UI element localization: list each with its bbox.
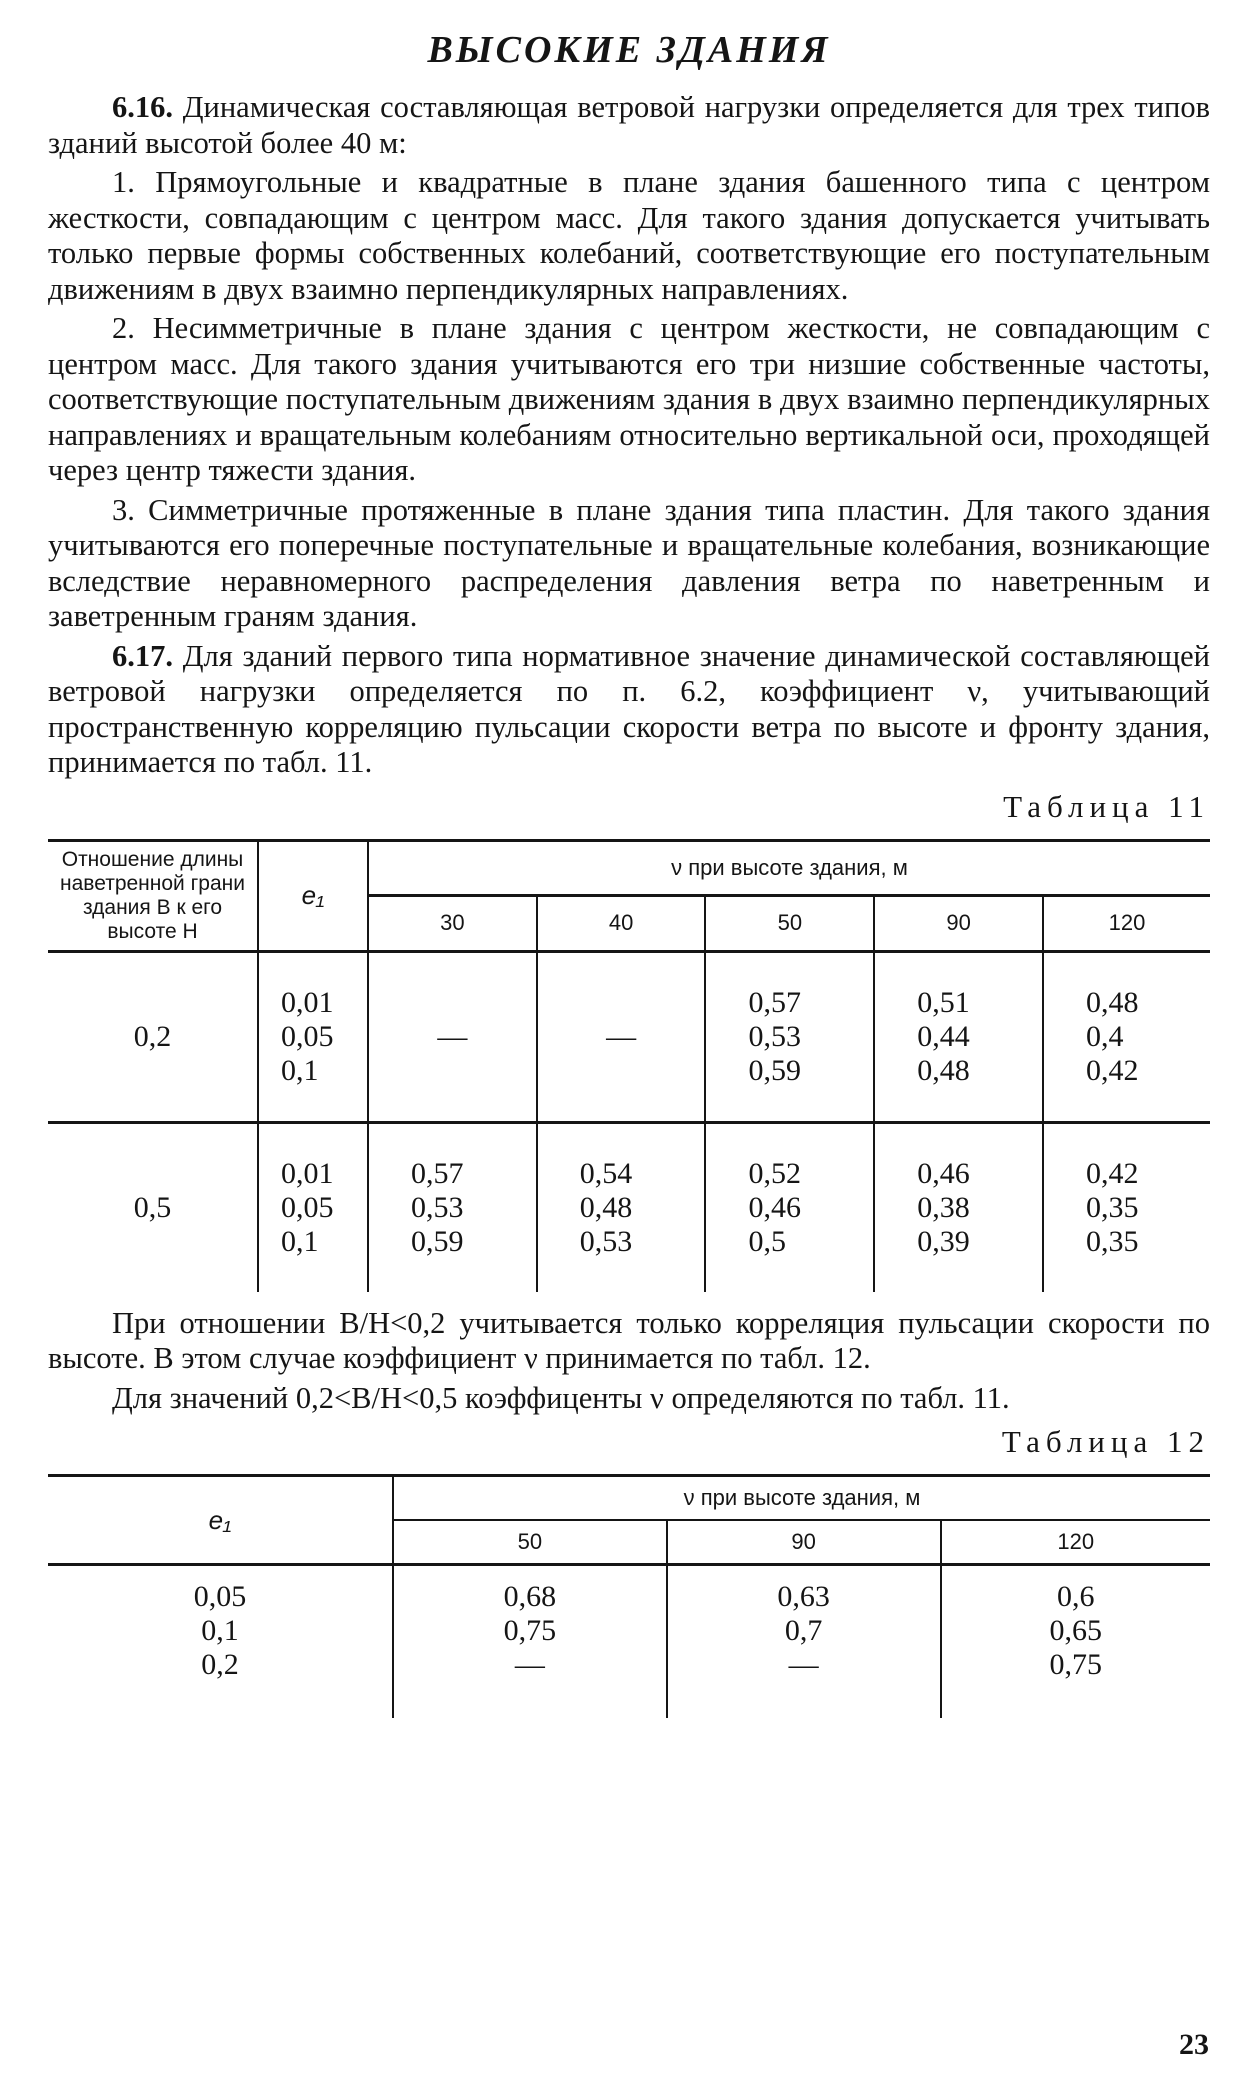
table-header-row (48, 1476, 1210, 1521)
header-height: 40 (537, 896, 706, 952)
paragraph-range-note: Для значений 0,2<B/H<0,5 коэффиценты ν определяются по табл. 11. (112, 1380, 1010, 1415)
list-item-2: 2. Несимметричные в плане здания с центром жесткости, не совпадающим с центром масс. Для такого здания учитываются его три низшие собственные частоты, соответствующие поступательным движениям здания в двух взаимно перпендикулярных направлениях и вращательным колебаниям относительно вертикальной оси, проходящей через центр тяжести здания. (48, 311, 1210, 487)
header-e1: e₁ (258, 840, 368, 951)
table-12 (48, 1474, 1210, 1718)
value-cell: 0,46 0,38 0,39 (874, 1122, 1043, 1292)
header-height: 90 (667, 1520, 941, 1565)
value-cell: 0,48 0,4 0,42 (1043, 951, 1210, 1122)
clause-number: 6.17. (112, 638, 173, 673)
header-group: ν при высоте здания, м (368, 840, 1210, 896)
header-height: 120 (1043, 896, 1210, 952)
clause-text: Динамическая составляющая ветровой нагрузки определяется для трех типов зданий высотой более 40 м: (48, 90, 1210, 160)
value-cell: — (368, 951, 537, 1122)
list-item-3: 3. Симметричные протяженные в плане здания типа пластин. Для такого здания учитываются его поперечные поступательные и вращательные колебания, возникающие вследствие неравномерного распределения давления ветра по наветренным и заветренным граням здания. (48, 492, 1210, 633)
table-11 (48, 839, 1210, 1292)
list-item-1: 1. Прямоугольные и квадратные в плане здания башенного типа с центром жесткости, совпадающим с центром масс. Для такого здания допускается учитывать только первые формы собственных колебаний, соответствующие его поступательным движениям в двух взаимно перпендикулярных направлениях. (48, 165, 1210, 306)
value-cell: — (537, 951, 706, 1122)
paragraph-6-16 (48, 90, 1210, 161)
value-cell: 0,42 0,35 0,35 (1043, 1122, 1210, 1292)
header-height: 50 (705, 896, 874, 952)
value-cell: 0,57 0,53 0,59 (705, 951, 874, 1122)
table-row (48, 951, 1210, 1122)
clause-text: Для зданий первого типа нормативное значение динамической составляющей ветровой нагрузки определяется по п. 6.2, коэффициент ν, учитывающий пространственную корреляцию пульсации скорости ветра по высоте и фронту здания, принимается по табл. 11. (48, 638, 1210, 779)
e1-cell: 0,05 0,1 0,2 (193, 1580, 247, 1681)
header-height: 50 (393, 1520, 667, 1565)
page-number: 23 (1179, 2028, 1209, 2061)
table-11-caption: Таблица 11 (1003, 788, 1210, 824)
paragraph-6-17 (48, 639, 1210, 781)
header-height: 30 (368, 896, 537, 952)
page (48, 28, 1210, 1718)
clause-number: 6.16. (112, 90, 173, 124)
ratio-cell: 0,5 (133, 1190, 172, 1224)
header-height: 90 (874, 896, 1043, 952)
value-cell: 0,54 0,48 0,53 (537, 1122, 706, 1292)
ratio-cell: 0,2 (48, 951, 258, 1122)
e1-cell: 0,01 0,05 0,1 (258, 1122, 368, 1292)
value-cell: 0,57 0,53 0,59 (368, 1122, 537, 1292)
value-cell: 0,68 0,75 — (393, 1565, 667, 1719)
value-cell: 0,63 0,7 — (667, 1565, 941, 1719)
paragraph-ratio-note: При отношении B/H<0,2 учитывается только корреляция пульсации скорости по высоте. В этом случае коэффициент ν принимается по табл. 12. (48, 1305, 1210, 1375)
table-row (48, 1565, 1210, 1719)
header-height: 120 (941, 1520, 1210, 1565)
value-cell: 0,6 0,65 0,75 (941, 1565, 1210, 1719)
header-group: ν при высоте здания, м (393, 1476, 1210, 1521)
header-e1: e₁ (48, 1476, 393, 1565)
value-cell: 0,51 0,44 0,48 (874, 951, 1043, 1122)
e1-cell: 0,01 0,05 0,1 (258, 951, 368, 1122)
table-header-row (48, 840, 1210, 896)
table-12-caption: Таблица 12 (1001, 1424, 1210, 1459)
value-cell: 0,52 0,46 0,5 (705, 1122, 874, 1292)
table-row (48, 1122, 1210, 1292)
header-ratio: Отношение длины наветренной грани здания B к его высоте H (48, 840, 258, 951)
page-title: ВЫСОКИЕ ЗДАНИЯ (427, 29, 831, 71)
